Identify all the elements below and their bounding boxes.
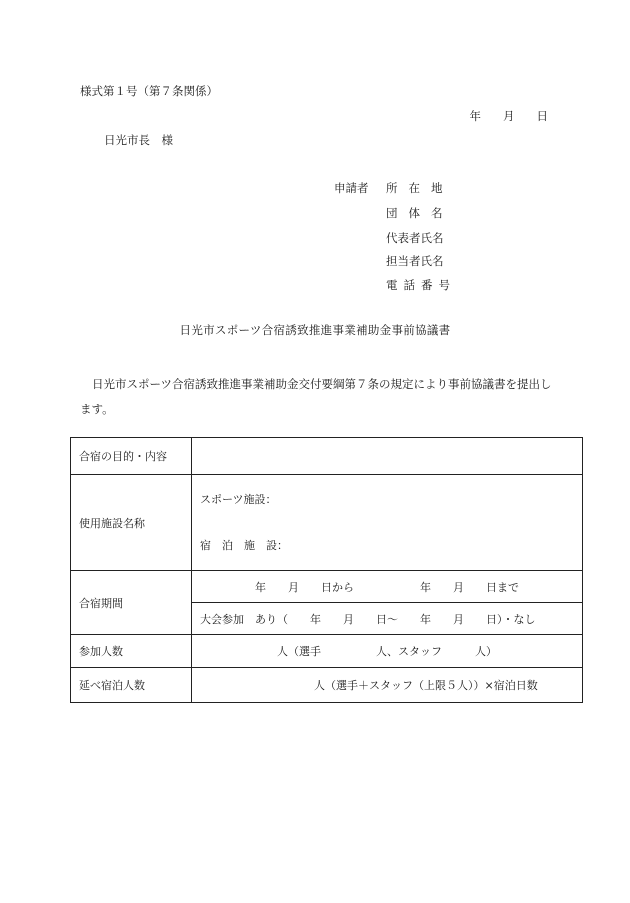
period-label: 合宿期間 (71, 571, 192, 635)
period-field[interactable]: 年 月 日から 年 月 日まで (192, 571, 583, 603)
nights-label: 延べ宿泊人数 (71, 668, 192, 703)
document-title: 日光市スポーツ合宿誘致推進事業補助金事前協議書 (179, 323, 451, 337)
table-row-facility (71, 475, 583, 571)
applicant-address: 所在地 (386, 181, 454, 195)
date-month: 月 (503, 109, 515, 123)
applicant-organization: 団体名 (386, 206, 454, 220)
table-row-participants (71, 635, 583, 668)
applicant-phone: 電話番号 (386, 278, 456, 292)
participants-label: 参加人数 (71, 635, 192, 668)
body-text: 日光市スポーツ合宿誘致推進事業補助金交付要綱第７条の規定により事前協議書を提出します。 (80, 377, 552, 416)
applicant-label: 申請者 (334, 181, 369, 195)
purpose-field[interactable] (192, 438, 583, 475)
table-row-nights (71, 668, 583, 703)
facility-field[interactable] (192, 475, 583, 571)
date-line (470, 108, 549, 124)
form-table (70, 437, 583, 703)
date-day: 日 (536, 109, 548, 123)
participants-field[interactable]: 人（選手 人、スタッフ 人） (192, 635, 583, 668)
purpose-label: 合宿の目的・内容 (71, 438, 192, 475)
table-row-period (71, 571, 583, 603)
date-year: 年 (469, 109, 481, 123)
tournament-field[interactable]: 大会参加 あり（ 年 月 日～ 年 月 日）・なし (192, 603, 583, 635)
sports-facility-label: スポーツ施設： (200, 492, 277, 506)
nights-field[interactable]: 人（選手＋スタッフ（上限５人））×宿泊日数 (192, 668, 583, 703)
addressee: 日光市長 様 (104, 133, 173, 147)
applicant-representative: 代表者氏名 (386, 231, 444, 245)
lodging-facility-label: 宿 泊 施 設： (200, 538, 288, 552)
facility-label: 使用施設名称 (71, 475, 192, 571)
applicant-contact-person: 担当者氏名 (386, 254, 444, 268)
table-row-purpose (71, 438, 583, 475)
form-number: 様式第１号（第７条関係） (80, 84, 218, 98)
